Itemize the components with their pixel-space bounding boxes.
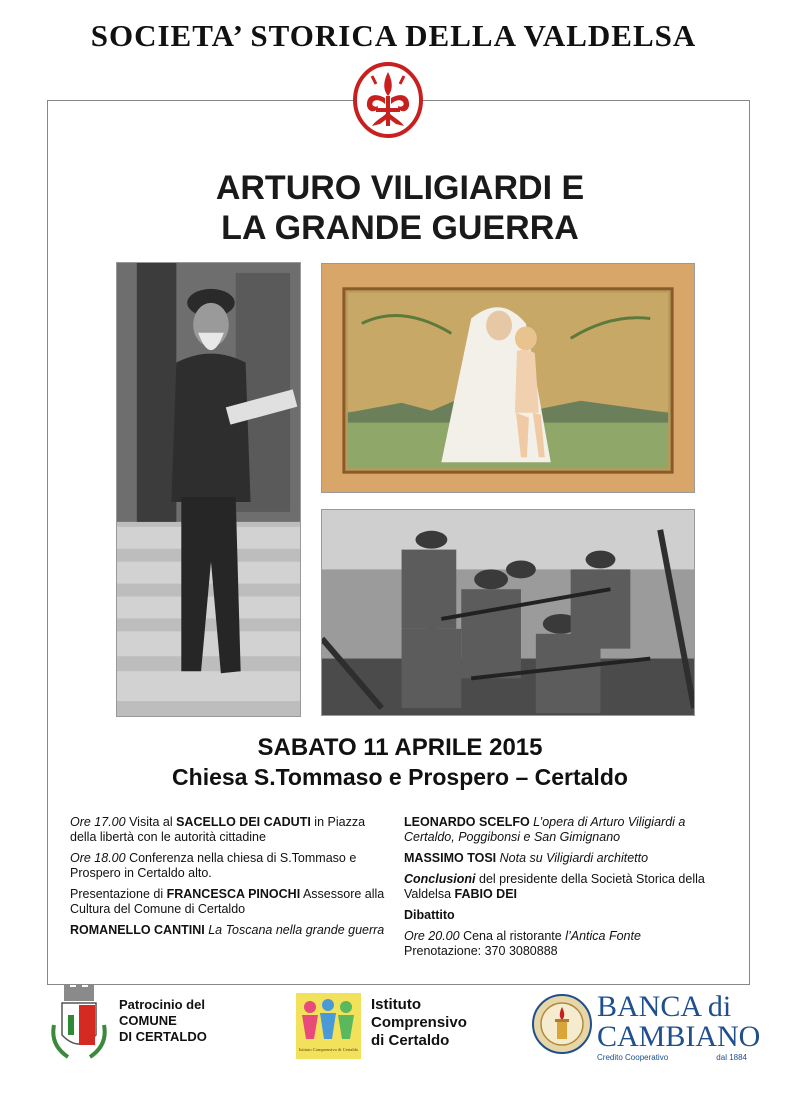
bank-seal-icon <box>531 993 593 1055</box>
program-item: Conclusioni del presidente della Società Storica della Valdelsa FABIO DEI <box>404 872 705 901</box>
society-name: SOCIETA’ STORICA DELLA VALDELSA <box>90 18 697 53</box>
bank-name-line-1: BANCA di <box>597 990 732 1023</box>
school-logo-caption: Istituto Comprensivo di Certaldo <box>298 1047 359 1052</box>
program-item: MASSIMO TOSI Nota su Viligiardi architetto <box>404 851 649 865</box>
program-right-column <box>404 815 734 965</box>
lily-emblem-icon <box>352 62 424 138</box>
program-item: Presentazione di FRANCESCA PINOCHI Assessore alla Cultura del Comune di Certaldo <box>70 887 385 916</box>
certaldo-coat-of-arms-icon <box>48 985 110 1067</box>
program-item: Dibattito <box>404 908 455 922</box>
bank-logo <box>597 990 761 1062</box>
bank-since: dal 1884 <box>716 1053 747 1062</box>
school-name: Istituto Comprensivo di Certaldo <box>371 996 467 1049</box>
patronage-text: Patrocinio del COMUNE DI CERTALDO <box>119 997 207 1044</box>
program-item: ROMANELLO CANTINI La Toscana nella grande guerra <box>70 923 385 937</box>
program-item: Ore 20.00 Cena al ristorante l’Antica Fonte <box>404 929 641 943</box>
event-place: Chiesa S.Tommaso e Prospero – Certaldo <box>172 764 628 790</box>
bank-subline <box>597 1053 747 1062</box>
title-line-2: LA GRANDE GUERRA <box>221 209 579 247</box>
school-logo-icon <box>296 993 361 1059</box>
viligiardi-portrait-photo <box>116 262 301 717</box>
title-line-1: ARTURO VILIGIARDI E <box>215 169 585 207</box>
program-item: Prenotazione: 370 3080888 <box>404 944 558 958</box>
program-item: Ore 18.00 Conferenza nella chiesa di S.Tommaso e Prospero in Certaldo alto. <box>70 851 357 880</box>
program-item: Ore 17.00 Visita al SACELLO DEI CADUTI in Piazza della libertà con le autorità cittadine <box>70 815 366 844</box>
program-item: LEONARDO SCELFO L’opera di Arturo Viligiardi a Certaldo, Poggibonsi e San Gimignano <box>404 815 686 844</box>
bank-tagline: Credito Cooperativo <box>597 1053 669 1062</box>
wwi-soldiers-photo <box>321 509 695 716</box>
event-date: SABATO 11 APRILE 2015 <box>257 734 543 761</box>
madonna-painting-photo <box>321 263 695 493</box>
poster-title <box>60 168 740 248</box>
bank-name-line-2: CAMBIANO <box>597 1020 761 1053</box>
program-left-column <box>70 815 390 944</box>
